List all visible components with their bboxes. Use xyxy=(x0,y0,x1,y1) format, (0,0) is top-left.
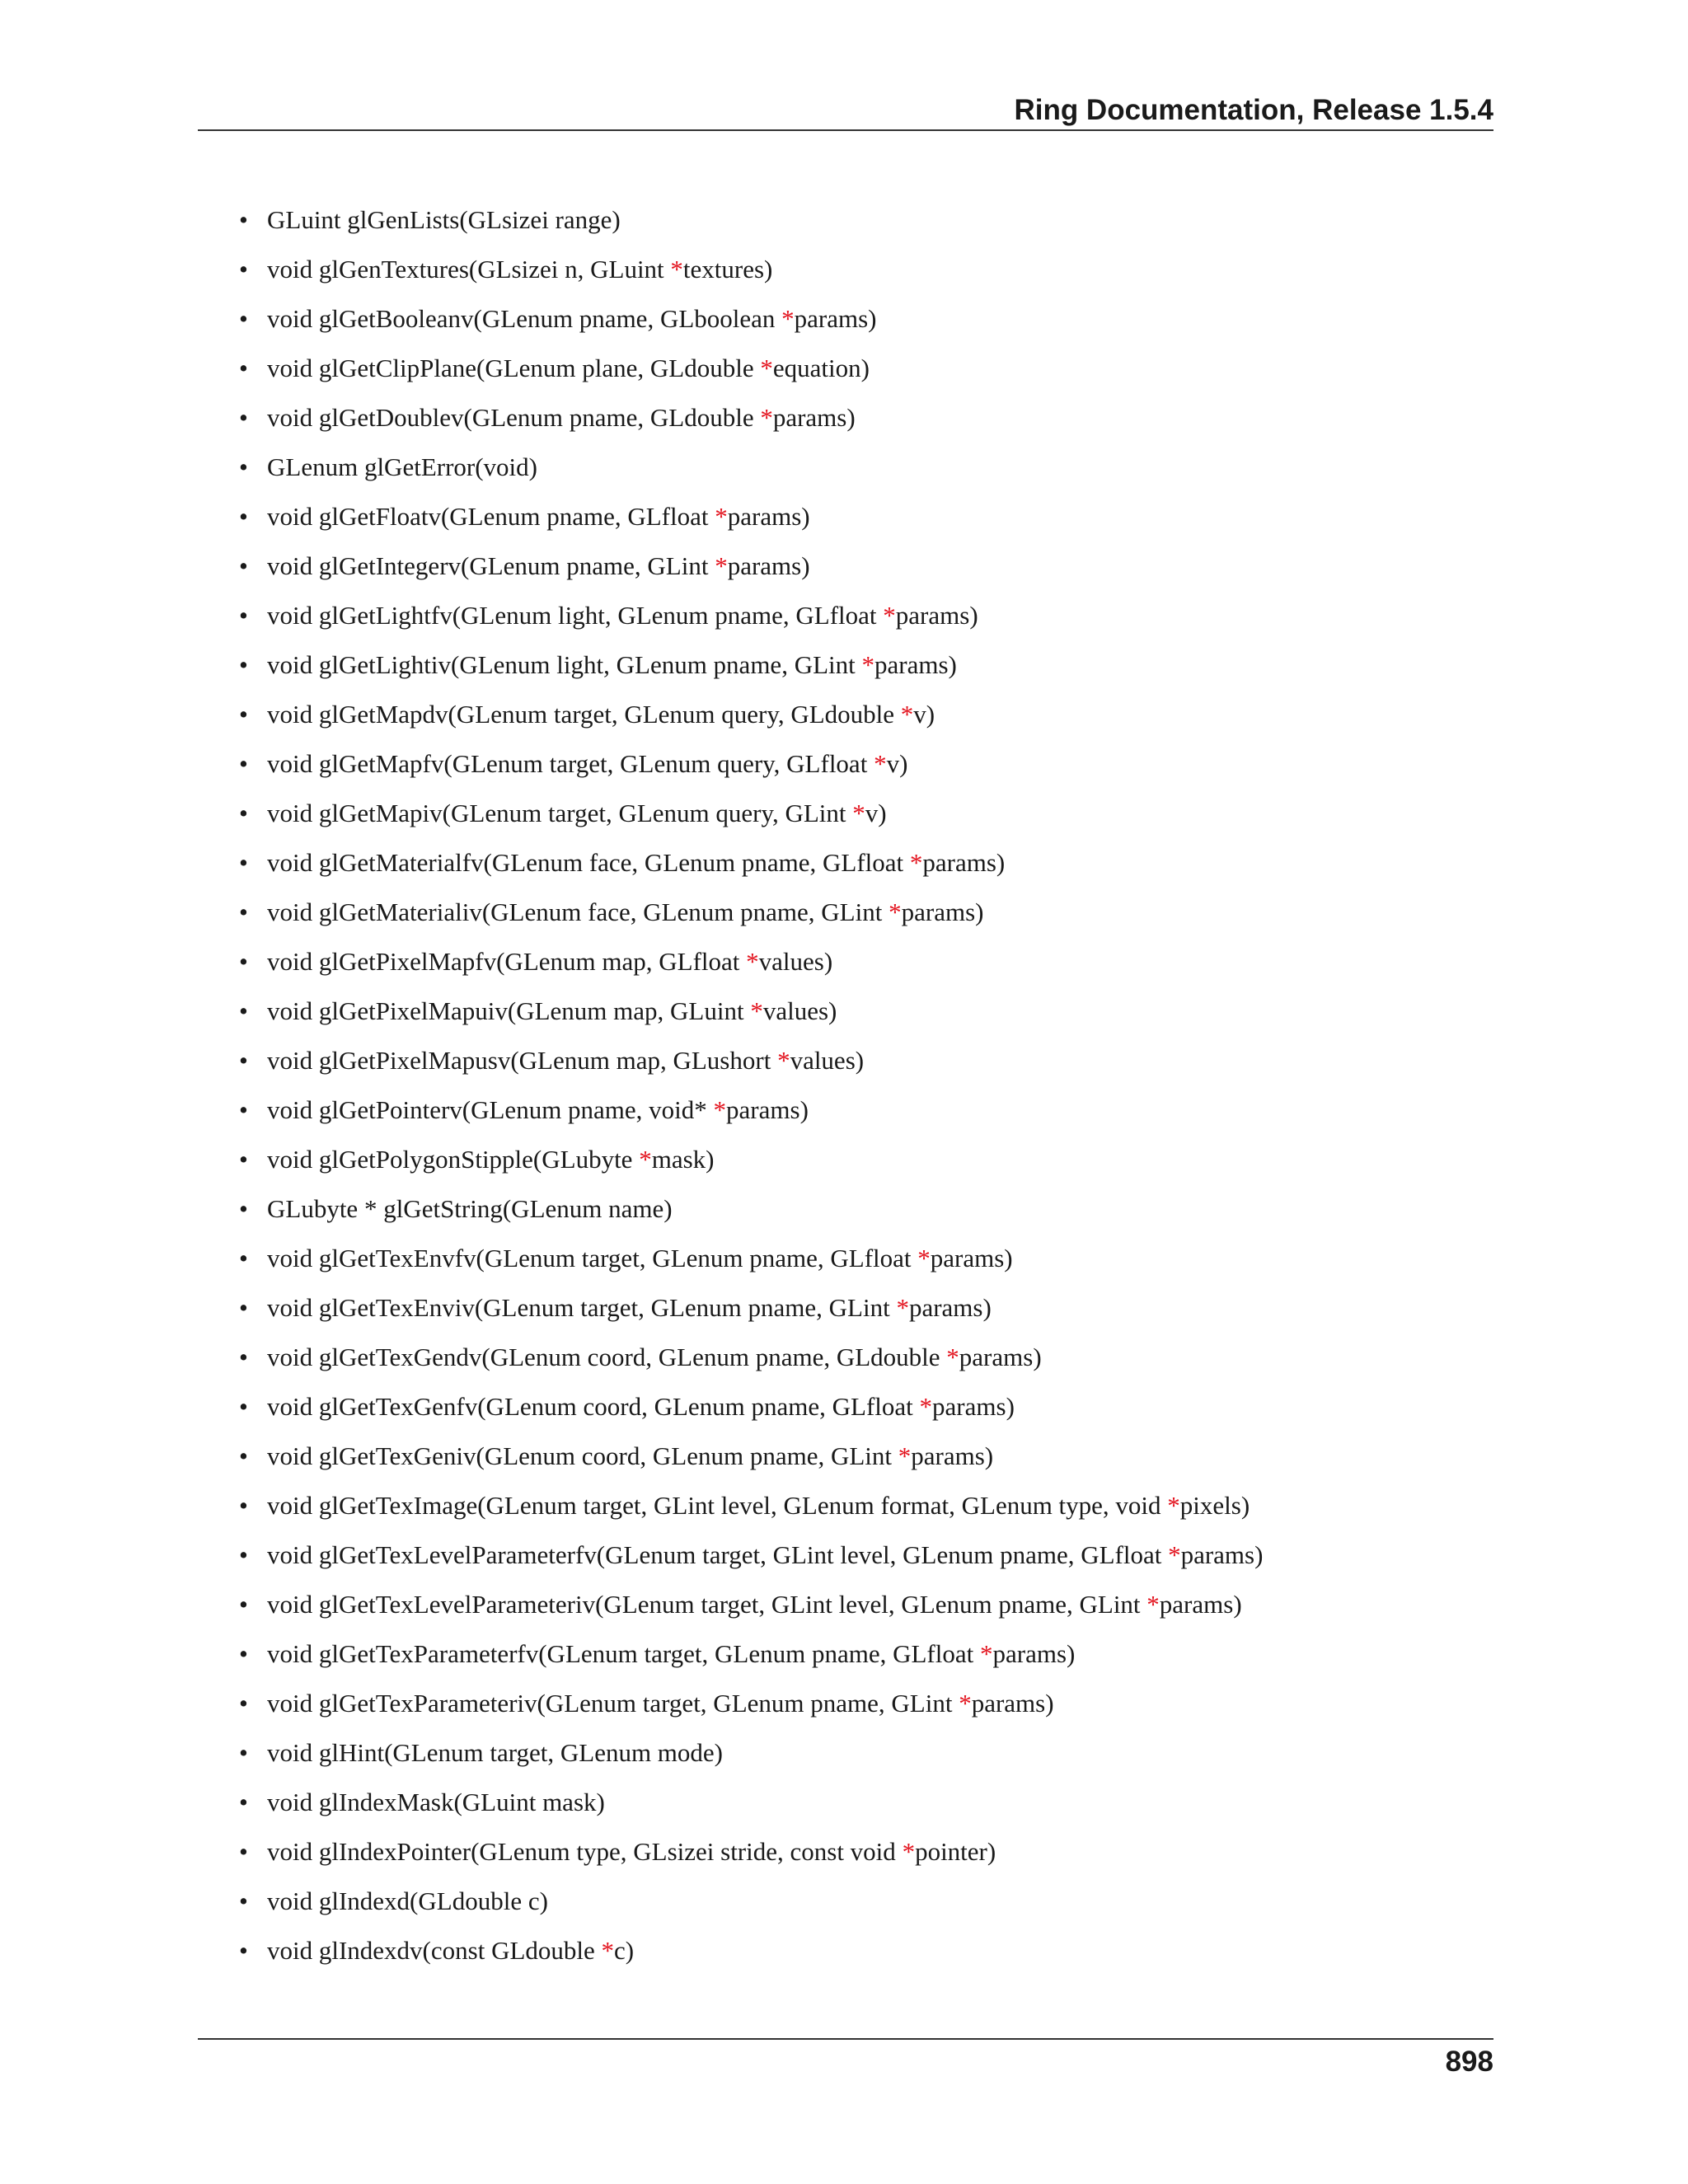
signature-text: void glHint(GLenum target, GLenum mode) xyxy=(267,1738,724,1767)
signature-text: void glGetTexLevelParameteriv(GLenum target, GLint level, GLenum pname, GLint xyxy=(267,1590,1147,1619)
list-item xyxy=(239,1679,1493,1728)
pointer-asterisk: * xyxy=(917,1244,931,1272)
signature-text-tail: params) xyxy=(772,403,856,432)
signature-text-tail: v) xyxy=(913,700,935,729)
pointer-asterisk: * xyxy=(946,1343,959,1371)
signature-text-tail: params) xyxy=(971,1689,1054,1718)
signature-text: void glGetMapdv(GLenum target, GLenum query, GLdouble xyxy=(267,700,901,729)
bullet-icon: • xyxy=(239,551,248,580)
signature-text: void glGetFloatv(GLenum pname, GLfloat xyxy=(267,502,715,531)
pointer-asterisk: * xyxy=(670,255,683,284)
signature-text: void glGetTexGendv(GLenum coord, GLenum pname, GLdouble xyxy=(267,1343,947,1371)
signature-text-tail: pointer) xyxy=(915,1837,996,1866)
bullet-icon: • xyxy=(239,1491,248,1520)
signature-text-tail: mask) xyxy=(651,1145,715,1174)
pointer-asterisk: * xyxy=(896,1293,909,1322)
signature-text: void glGetPixelMapusv(GLenum map, GLushort xyxy=(267,1046,778,1075)
pointer-asterisk: * xyxy=(919,1392,933,1421)
signature-text-tail: params) xyxy=(901,898,984,926)
bullet-icon: • xyxy=(239,452,248,481)
pointer-asterisk: * xyxy=(760,403,773,432)
list-item xyxy=(239,1778,1493,1827)
signature-text: void glGetLightfv(GLenum light, GLenum pname, GLfloat xyxy=(267,601,884,630)
list-item xyxy=(239,937,1493,987)
pointer-asterisk: * xyxy=(760,354,773,382)
pointer-asterisk: * xyxy=(781,304,795,333)
pointer-asterisk: * xyxy=(777,1046,790,1075)
signature-text: void glGetIntegerv(GLenum pname, GLint xyxy=(267,551,715,580)
list-item xyxy=(239,591,1493,640)
list-item xyxy=(239,492,1493,541)
signature-text: void glGetTexGeniv(GLenum coord, GLenum pname, GLint xyxy=(267,1441,898,1470)
signature-text: void glGetPointerv(GLenum pname, void* xyxy=(267,1095,714,1124)
signature-text: void glGetPolygonStipple(GLubyte xyxy=(267,1145,640,1174)
bullet-icon: • xyxy=(239,601,248,630)
page-number: 898 xyxy=(1445,2046,1493,2078)
signature-text: GLubyte * glGetString(GLenum name) xyxy=(267,1194,673,1223)
signature-text-tail: params) xyxy=(727,502,810,531)
bullet-icon: • xyxy=(239,749,248,778)
signature-text-tail: pixels) xyxy=(1179,1491,1250,1520)
bullet-icon: • xyxy=(239,1936,248,1965)
signature-text: void glGetTexGenfv(GLenum coord, GLenum pname, GLfloat xyxy=(267,1392,920,1421)
bullet-icon: • xyxy=(239,1046,248,1075)
bullet-icon: • xyxy=(239,1244,248,1272)
bullet-icon: • xyxy=(239,1639,248,1668)
signature-text: void glIndexPointer(GLenum type, GLsizei stride, const void xyxy=(267,1837,903,1866)
list-item xyxy=(239,1629,1493,1679)
bullet-icon: • xyxy=(239,304,248,333)
bullet-icon: • xyxy=(239,1540,248,1569)
signature-text: void glGetMaterialiv(GLenum face, GLenum pname, GLint xyxy=(267,898,889,926)
list-item xyxy=(239,1728,1493,1778)
list-item xyxy=(239,294,1493,344)
pointer-asterisk: * xyxy=(979,1639,993,1668)
list-item xyxy=(239,1382,1493,1432)
bullet-icon: • xyxy=(239,1886,248,1915)
list-item xyxy=(239,1926,1493,1975)
bullet-icon: • xyxy=(239,403,248,432)
pointer-asterisk: * xyxy=(852,799,865,827)
signature-text: void glGetMaterialfv(GLenum face, GLenum pname, GLfloat xyxy=(267,848,910,877)
signature-text: void glGetMapfv(GLenum target, GLenum query, GLfloat xyxy=(267,749,874,778)
signature-text-tail: values) xyxy=(758,947,833,976)
signature-text-tail: textures) xyxy=(682,255,773,284)
list-item xyxy=(239,1877,1493,1926)
bullet-icon: • xyxy=(239,947,248,976)
list-item xyxy=(239,1530,1493,1580)
pointer-asterisk: * xyxy=(883,601,896,630)
signature-text: void glGetDoublev(GLenum pname, GLdouble xyxy=(267,403,761,432)
bullet-icon: • xyxy=(239,502,248,531)
signature-text: void glGetMapiv(GLenum target, GLenum query, GLint xyxy=(267,799,853,827)
pointer-asterisk: * xyxy=(1168,1540,1181,1569)
list-item xyxy=(239,393,1493,443)
list-item xyxy=(239,1333,1493,1382)
signature-text-tail: params) xyxy=(895,601,978,630)
signature-text-tail: params) xyxy=(726,1095,809,1124)
signature-text-tail: params) xyxy=(874,650,957,679)
signature-text: GLenum glGetError(void) xyxy=(267,452,537,481)
list-item xyxy=(239,1283,1493,1333)
pointer-asterisk: * xyxy=(713,1095,727,1124)
signature-text-tail: params) xyxy=(727,551,810,580)
bullet-icon: • xyxy=(239,1293,248,1322)
bullet-icon: • xyxy=(239,1441,248,1470)
signature-text: void glGetTexEnvfv(GLenum target, GLenum pname, GLfloat xyxy=(267,1244,918,1272)
list-item xyxy=(239,690,1493,739)
bullet-icon: • xyxy=(239,898,248,926)
signature-text-tail: params) xyxy=(908,1293,992,1322)
signature-text: void glGetTexLevelParameterfv(GLenum target, GLint level, GLenum pname, GLfloat xyxy=(267,1540,1169,1569)
bullet-icon: • xyxy=(239,205,248,234)
bullet-icon: • xyxy=(239,1689,248,1718)
list-item xyxy=(239,888,1493,937)
bullet-icon: • xyxy=(239,1392,248,1421)
header-divider xyxy=(198,129,1493,131)
signature-text: void glGetTexParameterfv(GLenum target, GLenum pname, GLfloat xyxy=(267,1639,980,1668)
pointer-asterisk: * xyxy=(746,947,759,976)
list-item xyxy=(239,195,1493,245)
bullet-icon: • xyxy=(239,1590,248,1619)
bullet-icon: • xyxy=(239,354,248,382)
pointer-asterisk: * xyxy=(715,502,728,531)
pointer-asterisk: * xyxy=(889,898,902,926)
list-item xyxy=(239,245,1493,294)
bullet-icon: • xyxy=(239,1145,248,1174)
signature-text-tail: params) xyxy=(794,304,877,333)
signature-text: void glIndexd(GLdouble c) xyxy=(267,1886,548,1915)
signature-text-tail: params) xyxy=(922,848,1006,877)
pointer-asterisk: * xyxy=(639,1145,652,1174)
signature-text-tail: v) xyxy=(865,799,887,827)
pointer-asterisk: * xyxy=(902,1837,916,1866)
signature-text-tail: params) xyxy=(1180,1540,1264,1569)
bullet-icon: • xyxy=(239,255,248,284)
footer-divider xyxy=(198,2038,1493,2040)
list-item xyxy=(239,1234,1493,1283)
list-item xyxy=(239,443,1493,492)
pointer-asterisk: * xyxy=(750,996,763,1025)
pointer-asterisk: * xyxy=(715,551,728,580)
bullet-icon: • xyxy=(239,650,248,679)
signature-text: void glGetLightiv(GLenum light, GLenum pname, GLint xyxy=(267,650,862,679)
bullet-icon: • xyxy=(239,1194,248,1223)
function-signature-list xyxy=(239,195,1493,1975)
list-item xyxy=(239,1184,1493,1234)
signature-text: void glGetBooleanv(GLenum pname, GLboolean xyxy=(267,304,782,333)
signature-text-tail: params) xyxy=(959,1343,1042,1371)
signature-text: void glGetTexEnviv(GLenum target, GLenum pname, GLint xyxy=(267,1293,897,1322)
list-item xyxy=(239,1036,1493,1085)
signature-text-tail: c) xyxy=(614,1936,635,1965)
list-item xyxy=(239,1432,1493,1481)
signature-text: void glGenTextures(GLsizei n, GLuint xyxy=(267,255,671,284)
pointer-asterisk: * xyxy=(874,749,887,778)
signature-text: void glGetTexImage(GLenum target, GLint level, GLenum format, GLenum type, void xyxy=(267,1491,1168,1520)
list-item xyxy=(239,541,1493,591)
list-item xyxy=(239,344,1493,393)
bullet-icon: • xyxy=(239,1837,248,1866)
list-item xyxy=(239,640,1493,690)
list-item xyxy=(239,789,1493,838)
pointer-asterisk: * xyxy=(1146,1590,1160,1619)
list-item xyxy=(239,1085,1493,1135)
pointer-asterisk: * xyxy=(861,650,874,679)
page-header-title: Ring Documentation, Release 1.5.4 xyxy=(1014,94,1493,126)
signature-text: void glIndexdv(const GLdouble xyxy=(267,1936,602,1965)
pointer-asterisk: * xyxy=(601,1936,615,1965)
bullet-icon: • xyxy=(239,1788,248,1816)
signature-text: GLuint glGenLists(GLsizei range) xyxy=(267,205,621,234)
list-item xyxy=(239,1135,1493,1184)
signature-text-tail: values) xyxy=(762,996,837,1025)
bullet-icon: • xyxy=(239,996,248,1025)
signature-text-tail: v) xyxy=(886,749,908,778)
signature-text: void glGetTexParameteriv(GLenum target, GLenum pname, GLint xyxy=(267,1689,959,1718)
bullet-icon: • xyxy=(239,799,248,827)
list-item xyxy=(239,739,1493,789)
signature-text: void glGetPixelMapfv(GLenum map, GLfloat xyxy=(267,947,747,976)
signature-text-tail: values) xyxy=(790,1046,865,1075)
pointer-asterisk: * xyxy=(898,1441,912,1470)
bullet-icon: • xyxy=(239,1095,248,1124)
signature-text-tail: params) xyxy=(932,1392,1015,1421)
signature-text-tail: params) xyxy=(911,1441,994,1470)
signature-text: void glIndexMask(GLuint mask) xyxy=(267,1788,605,1816)
signature-text: void glGetPixelMapuiv(GLenum map, GLuint xyxy=(267,996,751,1025)
list-item xyxy=(239,1580,1493,1629)
list-item xyxy=(239,1481,1493,1530)
bullet-icon: • xyxy=(239,700,248,729)
bullet-icon: • xyxy=(239,1738,248,1767)
signature-text-tail: equation) xyxy=(772,354,870,382)
bullet-icon: • xyxy=(239,1343,248,1371)
list-item xyxy=(239,1827,1493,1877)
signature-text-tail: params) xyxy=(992,1639,1076,1668)
pointer-asterisk: * xyxy=(900,700,914,729)
list-item xyxy=(239,987,1493,1036)
list-item xyxy=(239,838,1493,888)
bullet-icon: • xyxy=(239,848,248,877)
pointer-asterisk: * xyxy=(959,1689,972,1718)
signature-text-tail: params) xyxy=(1159,1590,1242,1619)
signature-text-tail: params) xyxy=(930,1244,1013,1272)
pointer-asterisk: * xyxy=(1167,1491,1180,1520)
pointer-asterisk: * xyxy=(909,848,923,877)
signature-text: void glGetClipPlane(GLenum plane, GLdouble xyxy=(267,354,761,382)
